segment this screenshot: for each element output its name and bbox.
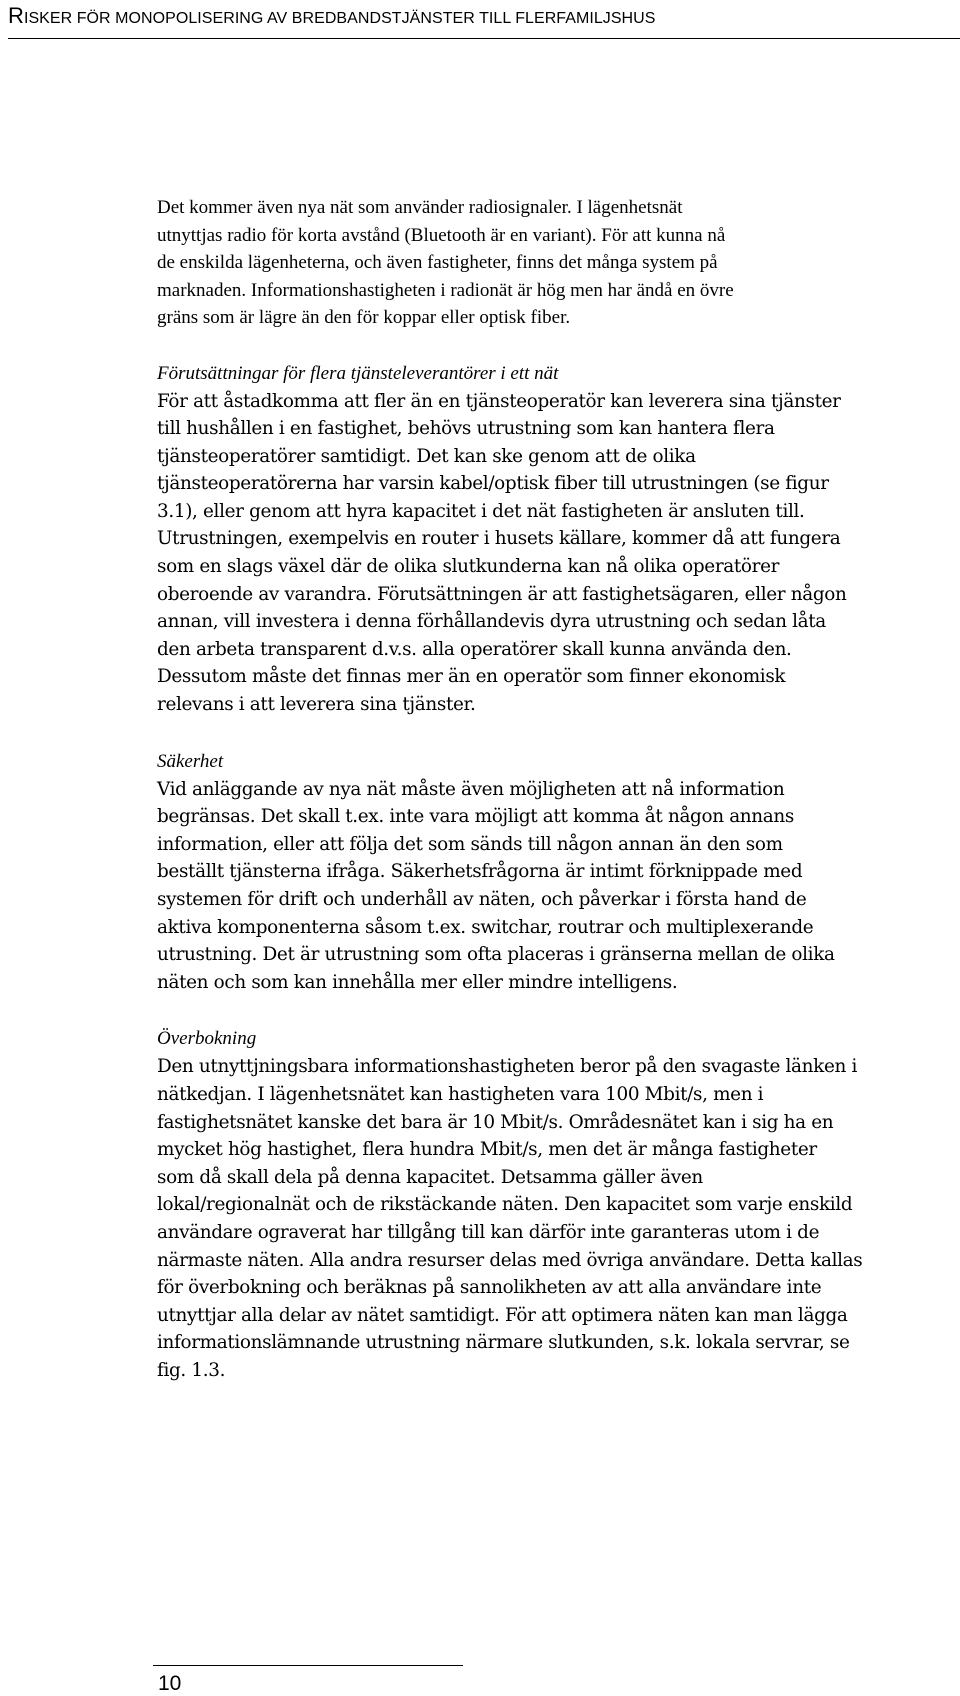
page-number: 10 — [158, 1672, 182, 1695]
text-line: fastighetsnätet kanske det bara är 10 Mbit/s. Områdesnätet kan i sig ha en — [157, 1111, 834, 1133]
text-line: näten och som kan innehålla mer eller mindre intelligens. — [157, 971, 678, 993]
text-line: utnyttjas radio för korta avstånd (Bluetooth är en variant). För att kunna nå — [157, 224, 726, 246]
text-line: lokal/regionalnät och de rikstäckande näten. Den kapacitet som varje enskild — [157, 1194, 853, 1216]
section-paragraph — [157, 776, 917, 997]
text-line: Utrustningen, exempelvis en router i husets källare, kommer då att fungera — [157, 528, 841, 550]
text-line: mycket hög hastighet, flera hundra Mbit/s, men det är många fastigheter — [157, 1139, 817, 1161]
intro-paragraph — [157, 194, 917, 332]
text-line: Vid anläggande av nya nät måste även möjligheten att nå information — [157, 778, 785, 800]
text-line: användare ograverat har tillgång till kan därför inte garanteras utom i de — [157, 1221, 820, 1243]
header-initial: R — [8, 3, 24, 28]
text-line: information, eller att följa det som sänds till någon annan än den som — [157, 833, 783, 855]
text-line: Det kommer även nya nät som använder radiosignaler. I lägenhetsnät — [157, 197, 683, 218]
section-paragraph — [157, 388, 917, 719]
text-line: begränsas. Det skall t.ex. inte vara möjligt att komma åt någon annans — [157, 806, 794, 828]
text-line: oberoende av varandra. Förutsättningen är att fastighetsägaren, eller någon — [157, 583, 847, 605]
text-line: utnyttjar alla delar av nätet samtidigt. För att optimera näten kan man lägga — [157, 1304, 848, 1326]
text-line: gräns som är lägre än den för koppar eller optisk fiber. — [157, 307, 571, 328]
text-line: tjänsteoperatörer samtidigt. Det kan ske genom att de olika — [157, 445, 696, 467]
text-line: tjänsteoperatörerna har varsin kabel/optisk fiber till utrustningen (se figur — [157, 473, 829, 495]
text-line: Dessutom måste det finnas mer än en operatör som finner ekonomisk — [157, 666, 786, 688]
text-line: marknaden. Informationshastigheten i radionät är hög men har ändå en övre — [157, 279, 734, 301]
header-title: ISKER FÖR MONOPOLISERING AV BREDBANDSTJÄNSTER TILL FLERFAMILJSHUS — [23, 10, 656, 27]
text-line: relevans i att leverera sina tjänster. — [157, 694, 476, 716]
text-line: För att åstadkomma att fler än en tjänsteoperatör kan leverera sina tjänster — [157, 390, 841, 412]
text-line: beställt tjänsterna ifråga. Säkerhetsfrågorna är intimt förknippade med — [157, 861, 803, 883]
section-heading: Säkerhet — [157, 750, 224, 772]
text-line: utrustning. Det är utrustning som ofta placeras i gränserna mellan de olika — [157, 944, 835, 966]
text-line: den arbeta transparent d.v.s. alla operatörer skall kunna använda den. — [157, 638, 792, 660]
text-line: systemen för drift och underhåll av näten, och påverkar i första hand de — [157, 889, 807, 910]
text-line: närmaste näten. Alla andra resurser delas med övriga användare. Detta kallas — [157, 1249, 863, 1271]
text-line: som då skall dela på denna kapacitet. Detsamma gäller även — [157, 1166, 703, 1188]
text-line: annan, vill investera i denna förhållandevis dyra utrustning och sedan låta — [157, 611, 826, 633]
text-line: för överbokning och beräknas på sannolikheten av att alla användare inte — [157, 1277, 822, 1299]
text-line: nätkedjan. I lägenhetsnätet kan hastigheten vara 100 Mbit/s, men i — [157, 1083, 764, 1105]
footer-rule — [153, 1665, 463, 1666]
text-line: fig. 1.3. — [157, 1359, 226, 1381]
section-heading: Förutsättningar för flera tjänsteleverantörer i ett nät — [157, 362, 559, 384]
running-header — [8, 4, 960, 39]
section-heading: Överbokning — [157, 1028, 257, 1050]
text-line: Den utnyttjningsbara informationshastigheten beror på den svagaste länken i — [157, 1056, 858, 1078]
text-line: till hushållen i en fastighet, behövs utrustning som kan hantera flera — [157, 418, 775, 440]
page-body — [157, 194, 917, 1385]
text-line: informationslämnande utrustning närmare slutkunden, s.k. lokala servrar, se — [157, 1332, 850, 1354]
text-line: aktiva komponenterna såsom t.ex. switchar, routrar och multiplexerande — [157, 916, 814, 938]
text-line: de enskilda lägenheterna, och även fastigheter, finns det många system på — [157, 252, 718, 273]
section-paragraph — [157, 1053, 917, 1384]
text-line: som en slags växel där de olika slutkunderna kan nå olika operatörer — [157, 556, 780, 578]
text-line: 3.1), eller genom att hyra kapacitet i det nät fastigheten är ansluten till. — [157, 500, 805, 522]
